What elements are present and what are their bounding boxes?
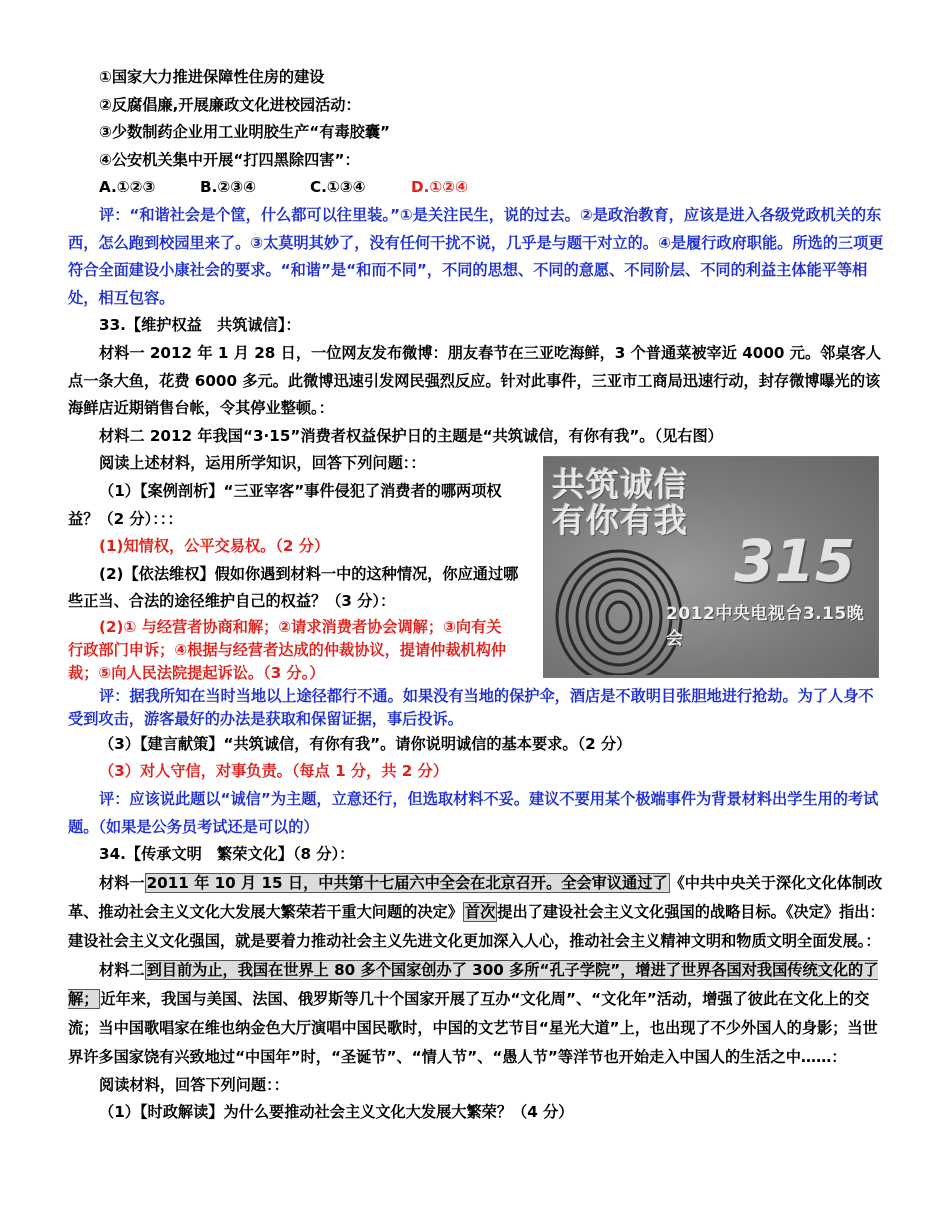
q33-material-1: 材料一 2012 年 1 月 28 日，一位网友发布微博：朋友春节在三亚吃海鲜，3 个普通菜被宰近 4000 元。邻桌客人点一条大鱼，花费 6000 多元。此微博迅速引发网民强烈反应。针对此事件，三亚市工商局迅速行动，封存微博曝光的该海鲜店近期销售台帐，令其停业整顿。： (68, 343, 881, 418)
option-d: D.①②④ (411, 178, 468, 197)
option-c: C.①③④ (310, 178, 366, 197)
question-34-title: 34.【传承文明 繁荣文化】（8 分）： (99, 845, 355, 864)
poster-caption: 2012中央电视台3.15晚会 (666, 604, 865, 649)
q33-3-question: （3）【建言献策】“共筑诚信，有你有我”。请你说明诚信的基本要求。（2 分） (99, 734, 632, 753)
q33-1-line-a: （1）【案例剖析】“三亚宰客”事件侵犯了消费者的哪两项权 (99, 481, 502, 500)
q34-m1-lead: 材料一 (99, 873, 145, 892)
q33-2-line-b: 些正当、合法的途径维护自己的权益？（3 分）： (68, 592, 396, 611)
q34-m2-lead: 材料二 (99, 960, 145, 979)
item-1: ①国家大力推进保障性住房的建设 (99, 68, 325, 86)
comment-1: 评：“和谐社会是个筐，什么都可以往里装。”①是关注民生，说的过去。②是政治教育，应该是进入各级党政机关的东西，怎么跑到校园里来了。③太莫明其妙了，没有任何干扰不说，几乎是与题干对立的。④是履行政府职能。所选的三项更符合全面建设小康社会的要求。“和谐”是“和而不同”，不同的思想、不同的意愿、不同阶层、不同的利益主体能平等相处，相互包容。 (68, 205, 884, 307)
q33-prompt: 阅读上述材料，运用所学知识，回答下列问题：： (99, 454, 426, 473)
q34-material-1 (68, 869, 886, 956)
question-33-title: 33.【维护权益 共筑诚信】： (99, 316, 301, 335)
consumer-rights-poster-image (543, 456, 879, 678)
q33-material-2: 材料二 2012 年我国“3·15”消费者权益保护日的主题是“共筑诚信，有你有我”。（见右图） (99, 426, 723, 445)
q34-material-2 (68, 956, 886, 1072)
q33-2-line-a: (2)【依法维权】假如你遇到材料一中的这种情况，你应通过哪 (99, 564, 519, 583)
q33-2-comment: 评：据我所知在当时当地以上途径都行不通。如果没有当地的保护伞，酒店是不敢明目张胆地进行抢劫。为了人身不受到攻击，游客最好的办法是获取和保留证据，事后投诉。 (68, 686, 874, 728)
q33-3-comment: 评：应该说此题以“诚信”为主题，立意还行，但选取材料不妥。建议不要用某个极端事件为背景材料出学生用的考试题。（如果是公务员考试还是可以的） (68, 790, 879, 836)
option-a: A.①②③ (99, 178, 156, 197)
item-3: ③少数制药企业用工业明胶生产“有毒胶囊” (99, 123, 391, 142)
q34-m1-highlight-2: 首次 (464, 902, 496, 921)
q33-2-answer-b: 行政部门申诉；④根据与经营者达成的仲裁协议，提请仲裁机构仲 (68, 640, 507, 659)
poster-315-logo: 315 (734, 527, 856, 595)
q34-m2-rest: 近年来，我国与美国、法国、俄罗斯等几十个国家开展了互办“文化周”、“文化年”活动，增强了彼此在文化上的交流；当中国歌唱家在维也纳金色大厅演唱中国民歌时，中国的文艺节目“星光大道”上，也出现了不少外国人的身影；当世界许多国家饶有兴致地过“中国年”时，“圣诞节”、“情人节”、“愚人节”等洋节也开始走入中国人的生活之中……： (68, 989, 878, 1066)
q33-1-line-b: 益？（2 分）：：： (68, 509, 183, 528)
q34-m1-highlight-1: 2011 年 10 月 15 日，中共第十七届六中全会在北京召开。全会审议通过了 (146, 873, 668, 892)
option-b: B.②③④ (200, 178, 256, 197)
poster-slogan-line-2: 有你有我 (552, 501, 688, 540)
q34-m2-highlight: 到目前为止，我国在世界上 80 多个国家创办了 300 多所“孔子学院”，增进了世界各国对我国传统文化的了解； (68, 960, 879, 1008)
q34-m1-rest: 提出了建设社会主义文化强国的战略目标。《决定》指出：建设社会主义文化强国，就是要着力推动社会主义先进文化更加深入人心，推动社会主义精神文明和物质文明全面发展。： (68, 902, 885, 950)
item-4: ④公安机关集中开展“打四黑除四害”： (99, 150, 360, 169)
poster-slogan-line-1: 共筑诚信 (552, 465, 688, 504)
q33-3-answer: （3）对人守信，对事负责。（每点 1 分，共 2 分） (99, 762, 449, 781)
item-2: ②反腐倡廉,开展廉政文化进校园活动： (99, 95, 361, 114)
answer-options (68, 174, 886, 202)
q34-m1-mid: 《中共中央关于深化文化体制改革、推动社会主义文化大发展大繁荣若干重大问题的决定》 (68, 873, 883, 921)
q34-prompt: 阅读材料，回答下列问题：： (99, 1075, 289, 1094)
q33-2-answer-c: 裁；⑤向人民法院提起诉讼。（3 分。） (68, 663, 325, 682)
q33-1-answer: (1)知情权，公平交易权。（2 分） (99, 537, 330, 556)
q33-2-answer-a: (2)① 与经营者协商和解；②请求消费者协会调解；③向有关 (99, 617, 502, 636)
q34-1-question: （1）【时政解读】为什么要推动社会主义文化大发展大繁荣？（4 分） (99, 1103, 574, 1122)
